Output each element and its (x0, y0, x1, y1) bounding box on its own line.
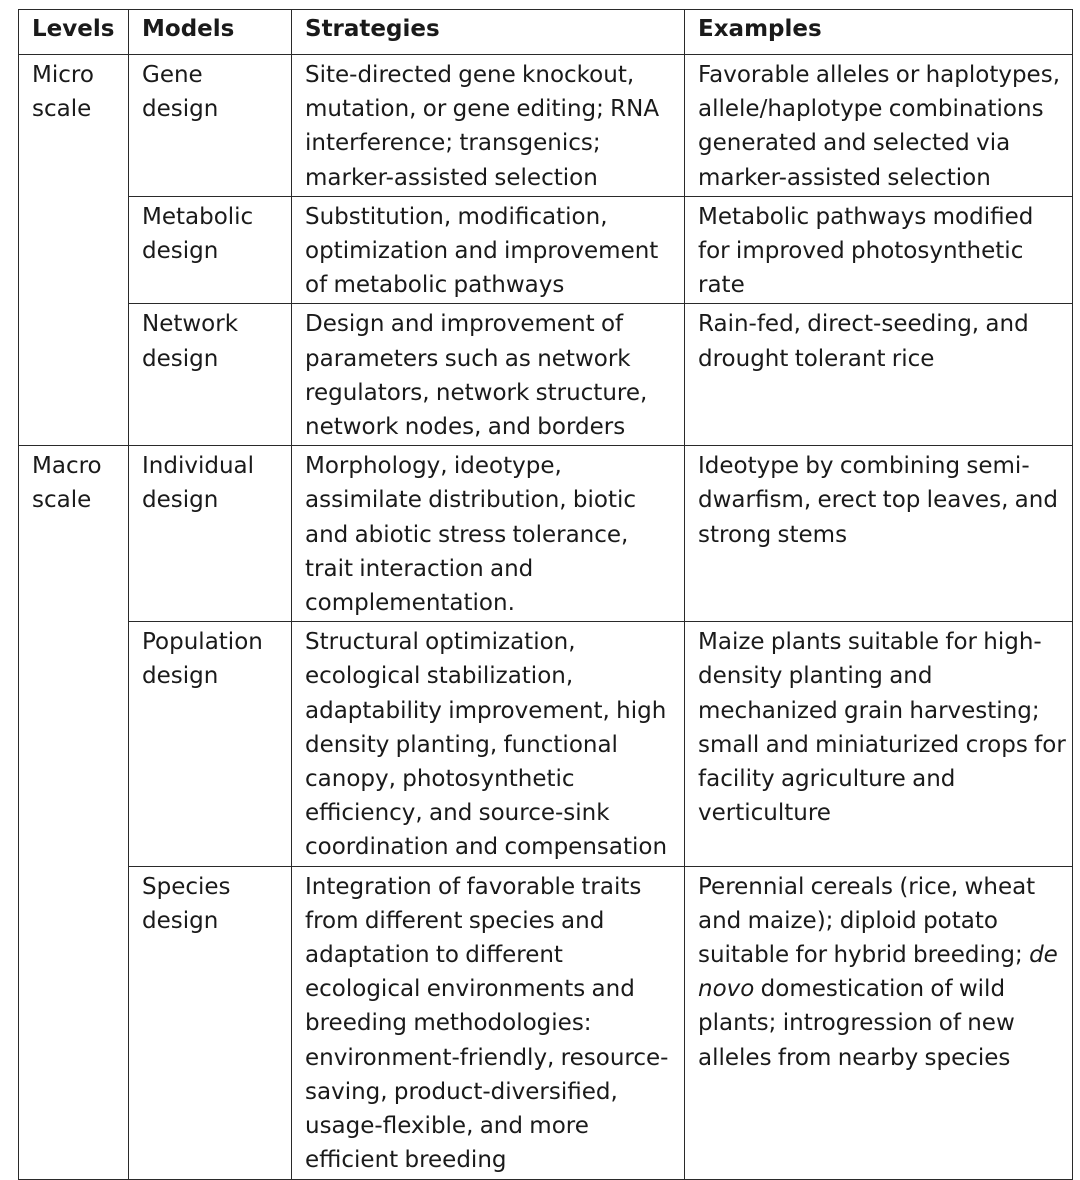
header-strategies: Strategies (292, 10, 685, 55)
example-text-after: domestication of wild plants; introgression of new alleles from nearby species (698, 976, 1015, 1071)
level-micro-scale: Micro scale (19, 55, 129, 446)
model-cell: Species design (129, 866, 292, 1179)
breeding-design-table (18, 9, 1073, 1180)
example-text-italic: de novo (698, 942, 1058, 1003)
model-cell: Metabolic design (129, 196, 292, 304)
strategy-cell: Integration of favorable traits from different species and adaptation to different ecological environments and breeding methodologies: environment-friendly, resource-saving, product-diversified, usage-flexible, and more efficient breeding (292, 866, 685, 1179)
strategy-cell: Structural optimization, ecological stabilization, adaptability improvement, high density planting, functional canopy, photosynthetic efficiency, and source-sink coordination and compensation (292, 622, 685, 866)
model-cell: Individual design (129, 446, 292, 622)
example-text-before: Perennial cereals (rice, wheat and maize); diploid potato suitable for hybrid breeding; (698, 873, 1036, 969)
strategy-cell: Site-directed gene knockout, mutation, or gene editing; RNA interference; transgenics; marker-assisted selection (292, 55, 685, 197)
example-cell: Maize plants suitable for high-density planting and mechanized grain harvesting; small and miniaturized crops for facility agriculture and verticulture (685, 622, 1073, 866)
table-row (19, 55, 1073, 197)
header-examples: Examples (685, 10, 1073, 55)
example-cell: Favorable alleles or haplotypes, allele/haplotype combinations generated and selected via marker-assisted selection (685, 55, 1073, 197)
strategy-cell: Morphology, ideotype, assimilate distribution, biotic and abiotic stress tolerance, trait interaction and complementation. (292, 446, 685, 622)
example-cell (685, 866, 1073, 1179)
example-cell: Metabolic pathways modified for improved photosynthetic rate (685, 196, 1073, 304)
table-row (19, 866, 1073, 1179)
header-models: Models (129, 10, 292, 55)
table-row (19, 622, 1073, 866)
strategy-cell: Design and improvement of parameters such as network regulators, network structure, network nodes, and borders (292, 304, 685, 446)
model-cell: Network design (129, 304, 292, 446)
model-cell: Population design (129, 622, 292, 866)
model-cell: Gene design (129, 55, 292, 197)
header-levels: Levels (19, 10, 129, 55)
table-row (19, 446, 1073, 622)
example-cell: Ideotype by combining semi-dwarfism, erect top leaves, and strong stems (685, 446, 1073, 622)
strategy-cell: Substitution, modification, optimization and improvement of metabolic pathways (292, 196, 685, 304)
example-cell: Rain-fed, direct-seeding, and drought tolerant rice (685, 304, 1073, 446)
table-row (19, 196, 1073, 304)
level-macro-scale: Macro scale (19, 446, 129, 1179)
table-row (19, 304, 1073, 446)
header-row (19, 10, 1073, 55)
